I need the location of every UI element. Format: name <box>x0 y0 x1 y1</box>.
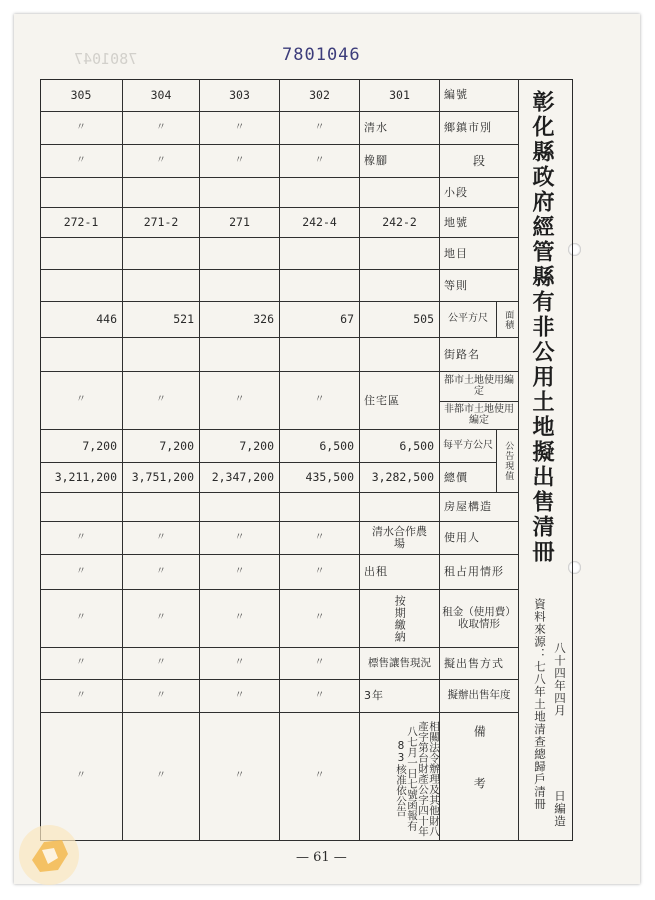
serial-302: 302 <box>280 79 360 112</box>
archive-logo-icon <box>14 820 84 890</box>
area-301: 505 <box>360 302 440 338</box>
ditto-mark: 〃 <box>200 522 280 555</box>
ditto-mark: 〃 <box>40 112 123 145</box>
sale-year-301: 3年 <box>360 680 440 713</box>
remark-301: 相關法令辦理及其他財八產字第台財產公字四十年八七月一日七號函報有83核准依公告 <box>360 713 440 841</box>
lot-304: 271-2 <box>123 208 200 238</box>
row-label-sale-method: 擬出售方式 <box>440 648 519 680</box>
ditto-mark: 〃 <box>123 145 200 178</box>
ditto-mark: 〃 <box>280 590 360 648</box>
row-label-user: 使用人 <box>440 522 519 555</box>
ditto-mark: 〃 <box>280 372 360 430</box>
empty-cell <box>360 178 440 208</box>
empty-cell <box>280 270 360 302</box>
source-note: 資料來源：七八年土地清查總歸戶清冊 <box>533 598 547 811</box>
empty-cell <box>123 178 200 208</box>
empty-cell <box>123 238 200 270</box>
ditto-mark: 〃 <box>40 680 123 713</box>
empty-cell <box>280 238 360 270</box>
occupancy-301: 出租 <box>360 555 440 590</box>
editor-note: 日編造 <box>553 790 567 828</box>
ditto-mark: 〃 <box>280 555 360 590</box>
empty-cell <box>360 493 440 522</box>
area-305: 446 <box>40 302 123 338</box>
empty-cell <box>200 493 280 522</box>
ditto-mark: 〃 <box>123 555 200 590</box>
ditto-mark: 〃 <box>123 372 200 430</box>
ditto-mark: 〃 <box>40 372 123 430</box>
lot-305: 272-1 <box>40 208 123 238</box>
row-label-zoning-noncity: 非都市土地使用編定 <box>440 402 519 430</box>
serial-305: 305 <box>40 79 123 112</box>
empty-cell <box>40 338 123 372</box>
row-label-fee: 租金（使用費）收取情形 <box>440 590 519 648</box>
ditto-mark: 〃 <box>40 145 123 178</box>
lot-301: 242-2 <box>360 208 440 238</box>
ditto-mark: 〃 <box>40 713 123 841</box>
ditto-mark: 〃 <box>200 555 280 590</box>
row-label-serial: 編號 <box>440 79 519 112</box>
ditto-mark: 〃 <box>40 522 123 555</box>
empty-cell <box>360 338 440 372</box>
ditto-mark: 〃 <box>40 590 123 648</box>
row-label-building: 房屋構造 <box>440 493 519 522</box>
zoning-301: 住宅區 <box>360 372 440 430</box>
ditto-mark: 〃 <box>200 648 280 680</box>
empty-cell <box>123 493 200 522</box>
row-label-grade: 等則 <box>440 270 519 302</box>
row-label-sale-year: 擬辦出售年度 <box>440 680 519 713</box>
empty-cell <box>360 270 440 302</box>
ditto-mark: 〃 <box>200 145 280 178</box>
ditto-mark: 〃 <box>280 522 360 555</box>
ditto-mark: 〃 <box>280 112 360 145</box>
serial-303: 303 <box>200 79 280 112</box>
price-303: 7,200 <box>200 430 280 463</box>
total-305: 3,211,200 <box>40 463 123 493</box>
row-label-total: 總價 <box>440 463 497 493</box>
empty-cell <box>200 338 280 372</box>
row-label-zoning-city: 都市土地使用編定 <box>440 372 519 402</box>
empty-cell <box>200 270 280 302</box>
area-302: 67 <box>280 302 360 338</box>
serial-304: 304 <box>123 79 200 112</box>
total-301: 3,282,500 <box>360 463 440 493</box>
ditto-mark: 〃 <box>40 555 123 590</box>
empty-cell <box>280 178 360 208</box>
total-303: 2,347,200 <box>200 463 280 493</box>
empty-cell <box>123 270 200 302</box>
district-301: 清水 <box>360 112 440 145</box>
user-301: 清水合作農場 <box>360 522 440 555</box>
price-305: 7,200 <box>40 430 123 463</box>
row-label-section: 段 <box>440 145 519 178</box>
row-label-remarks: 備考 <box>440 713 519 841</box>
row-label-area: 面積 <box>497 302 519 338</box>
ditto-mark: 〃 <box>123 648 200 680</box>
price-302: 6,500 <box>280 430 360 463</box>
empty-cell <box>40 238 123 270</box>
total-302: 435,500 <box>280 463 360 493</box>
row-label-landuse: 地目 <box>440 238 519 270</box>
empty-cell <box>40 493 123 522</box>
sale-method-301: 標售讓售現況 <box>360 648 440 680</box>
price-304: 7,200 <box>123 430 200 463</box>
ditto-mark: 〃 <box>123 590 200 648</box>
ditto-mark: 〃 <box>123 112 200 145</box>
lot-303: 271 <box>200 208 280 238</box>
area-303: 326 <box>200 302 280 338</box>
date-note: 八十四年四月 <box>553 642 567 717</box>
empty-cell <box>200 238 280 270</box>
empty-cell <box>280 493 360 522</box>
ditto-mark: 〃 <box>200 590 280 648</box>
serial-301: 301 <box>360 79 440 112</box>
ditto-mark: 〃 <box>40 648 123 680</box>
ditto-mark: 〃 <box>200 680 280 713</box>
row-label-price-unit: 每平方公尺 <box>440 430 497 463</box>
empty-cell <box>123 338 200 372</box>
ditto-mark: 〃 <box>123 522 200 555</box>
empty-cell <box>280 338 360 372</box>
row-label-district: 鄉鎮市別 <box>440 112 519 145</box>
section-301: 橡腳 <box>360 145 440 178</box>
empty-cell <box>40 270 123 302</box>
row-label-lot: 地號 <box>440 208 519 238</box>
row-label-price: 公告現值 <box>497 430 519 493</box>
page-number: — 61 — <box>296 850 347 865</box>
empty-cell <box>40 178 123 208</box>
ghost-document-number: 7801047 <box>74 50 138 68</box>
ditto-mark: 〃 <box>280 648 360 680</box>
row-label-subsection: 小段 <box>440 178 519 208</box>
row-label-street: 街路名 <box>440 338 519 372</box>
empty-cell <box>360 238 440 270</box>
document-title: 彰化縣政府經管縣有非公用土地擬出售清冊 <box>529 90 555 565</box>
ditto-mark: 〃 <box>200 713 280 841</box>
document-number: 7801046 <box>282 45 361 65</box>
lot-302: 242-4 <box>280 208 360 238</box>
row-label-area-unit: 公平方尺 <box>440 302 497 338</box>
ditto-mark: 〃 <box>123 713 200 841</box>
ditto-mark: 〃 <box>280 713 360 841</box>
ditto-mark: 〃 <box>200 372 280 430</box>
ditto-mark: 〃 <box>280 680 360 713</box>
price-301: 6,500 <box>360 430 440 463</box>
empty-cell <box>200 178 280 208</box>
ditto-mark: 〃 <box>123 680 200 713</box>
ditto-mark: 〃 <box>200 112 280 145</box>
area-304: 521 <box>123 302 200 338</box>
row-label-occupancy: 租占用情形 <box>440 555 519 590</box>
total-304: 3,751,200 <box>123 463 200 493</box>
ditto-mark: 〃 <box>280 145 360 178</box>
fee-301: 按期繳納 <box>360 590 440 648</box>
